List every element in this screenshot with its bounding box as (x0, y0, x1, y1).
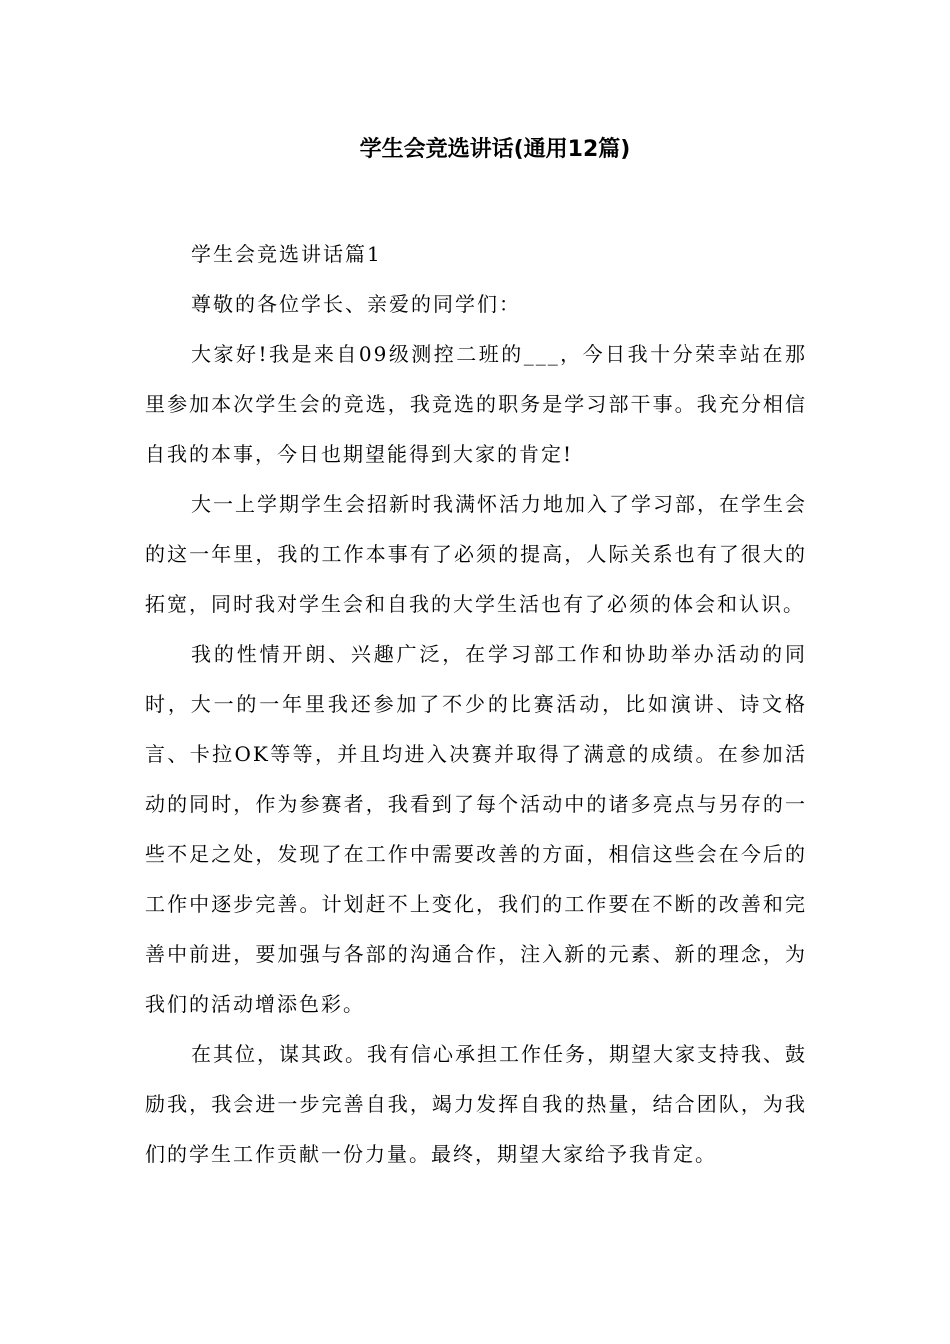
paragraph: 大家好!我是来自09级测控二班的___，今日我十分荣幸站在那里参加本次学生会的竞选，我竞选的职务是学习部干事。我充分相信自我的本事，今日也期望能得到大家的肯定! (145, 342, 807, 466)
section-heading: 学生会竞选讲话篇1 (191, 242, 382, 266)
paragraph: 我的性情开朗、兴趣广泛，在学习部工作和协助举办活动的同时，大一的一年里我还参加了不少的比赛活动，比如演讲、诗文格言、卡拉OK等等，并且均进入决赛并取得了满意的成绩。在参加活动的同时，作为参赛者，我看到了每个活动中的诸多亮点与另存的一些不足之处，发现了在工作中需要改善的方面，相信这些会在今后的工作中逐步完善。计划赶不上变化，我们的工作要在不断的改善和完善中前进，要加强与各部的沟通合作，注入新的元素、新的理念，为我们的活动增添色彩。 (145, 642, 807, 1016)
paragraph: 大一上学期学生会招新时我满怀活力地加入了学习部，在学生会的这一年里，我的工作本事有了必须的提高，人际关系也有了很大的拓宽，同时我对学生会和自我的大学生活也有了必须的体会和认识。 (145, 492, 807, 616)
salutation: 尊敬的各位学长、亲爱的同学们： (191, 292, 521, 316)
paragraph: 在其位，谋其政。我有信心承担工作任务，期望大家支持我、鼓励我，我会进一步完善自我，竭力发挥自我的热量，结合团队，为我们的学生工作贡献一份力量。最终，期望大家给予我肯定。 (145, 1042, 807, 1166)
document-body (145, 229, 807, 1179)
document-title: 学生会竞选讲话(通用12篇) (359, 137, 631, 162)
